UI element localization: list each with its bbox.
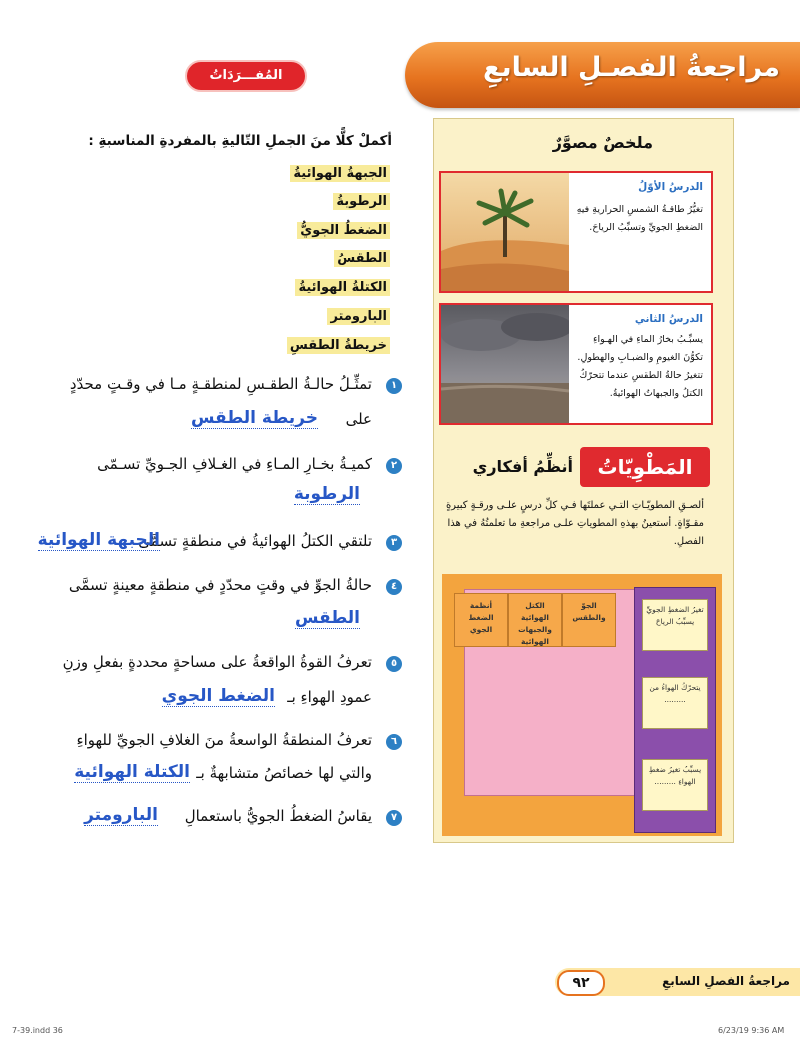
desert-palm-image	[441, 173, 569, 291]
organize-title: أنظِّمُ أفكاري	[472, 457, 573, 476]
answer-text: الضغط الجوي	[161, 686, 275, 706]
lesson-two-text: يسبِّـبُ بخارُ الماءِ في الهـواءِ تكوُّنَ الغيومِ والضبـابِ والهطولِ. تتغيرُ حالةُ الطقسِ عندما تتحرّكُ الكتلُ والجبهاتُ الهوائيةُ.	[577, 334, 703, 399]
foldable-note: تغيرُ الضغطِ الجويِّ يسبِّبُ الرياحَ	[642, 599, 708, 651]
chapter-banner	[405, 42, 800, 108]
summary-panel	[433, 118, 734, 843]
print-date-info: 6/23/19 9:36 AM	[718, 1026, 785, 1035]
question-number: ٧	[386, 810, 402, 826]
flap-label: الكتل الهوائية والجبهات الهوائية	[513, 600, 557, 638]
question-text: على	[345, 410, 372, 428]
foldables-logo-text: المَطْوِيّاتُ	[597, 455, 693, 479]
question-number: ٢	[386, 458, 402, 474]
lesson-one-title: الدرسُ الأوّلُ	[638, 181, 703, 193]
question-text: عمودِ الهواءِ بـ	[287, 688, 372, 706]
vocab-word: الكتلةُ الهوائيةُ	[295, 279, 390, 296]
answer-text: الكتلة الهوائية	[74, 762, 190, 782]
question-text: حالةُ الجوِّ في وقتٍ محدّدٍ في منطقةٍ معينةٍ تسمَّى	[68, 576, 372, 594]
foldables-logo	[580, 447, 710, 487]
question-text: يقاسُ الضغطُ الجويُّ باستعمالِ	[184, 807, 372, 825]
question-text: تمثِّـلُ حالـةُ الطقـسِ لمنطقـةٍ مـا في وقـتٍ محدّدٍ	[69, 375, 372, 393]
lesson-one-box	[439, 171, 713, 293]
lesson-two-title: الدرسُ الثاني	[634, 313, 703, 325]
answer-text: البارومتر	[84, 805, 158, 825]
instruction-text: أكملْ كلًّا منَ الجملِ التّاليةِ بالمفردةِ المناسبةِ :	[88, 133, 392, 149]
summary-title: ملخصٌ مصوَّرٌ	[552, 133, 653, 152]
question-number: ٥	[386, 656, 402, 672]
question-number: ٣	[386, 535, 402, 551]
vocab-word: الجبهةُ الهوائيةُ	[290, 165, 390, 182]
foldable-flap	[562, 593, 616, 647]
flap-label: الجوّ والطقس	[567, 600, 611, 638]
vocab-word: الطقسُ	[334, 250, 390, 267]
vocab-word: البارومتر	[327, 308, 390, 325]
question-text: تعرفُ القوةُ الواقعةُ على مساحةٍ محددةٍ بفعلِ وزنِ	[62, 653, 372, 671]
page-number: ٩٢	[557, 970, 605, 996]
question-number: ١	[386, 378, 402, 394]
question-text: كميـةُ بخـارِ المـاءِ في الغـلافِ الجـويِّ تسـمّى	[97, 455, 372, 473]
answer-text: الطقس	[294, 608, 360, 628]
foldable-note: يتحرّكُ الهواءُ من .........	[642, 677, 708, 729]
flap-label: أنظمة الضغط الجوي	[459, 600, 503, 638]
question-number: ٤	[386, 579, 402, 595]
vocab-badge	[185, 60, 307, 92]
lesson-two-box	[439, 303, 713, 425]
question-text: والتي لها خصائصُ متشابهةٌ بـ	[196, 764, 372, 782]
question-number: ٦	[386, 734, 402, 750]
question-text: تعرفُ المنطقةُ الواسعةُ منَ الغلافِ الجويِّ للهواءِ	[76, 731, 372, 749]
storm-clouds-image	[441, 305, 569, 423]
vocab-word: الضغطُ الجويُّ	[297, 222, 390, 239]
vocab-word: الرطوبةُ	[333, 193, 390, 210]
vocab-word: خريطةُ الطقسِ	[287, 337, 390, 354]
foldables-description: ألصـقِ المطويّـاتِ التـي عملتَها فـي كلِّ درسٍ علـى ورقـةٍ كبيرةٍ مقـوّاةٍ. أستعينُ بهذهِ المطوياتِ علـى مراجعةِ ما تعلمتُهُ في هذا الفصلِ.	[445, 500, 704, 547]
answer-text: الجبهة الهوائية	[37, 530, 160, 550]
foldable-note: يسبِّبُ تغيرُ ضغطِ الهواءِ .........	[642, 759, 708, 811]
foldable-flap	[454, 593, 508, 647]
footer-label: مراجعةُ الفصلِ السابعِ	[662, 974, 790, 988]
answer-text: الرطوبة	[293, 484, 360, 504]
print-file-info: 7-39.indd 36	[12, 1026, 63, 1035]
page-footer	[555, 968, 800, 996]
foldable-flap	[508, 593, 562, 647]
question-text: تلتقي الكتلُ الهوائيةُ في منطقةٍ تسمَّى	[138, 532, 372, 550]
vocab-label: المُفـــرَدَاتُ	[209, 68, 283, 83]
chapter-title: مراجعةُ الفصـلِ السابعِ	[483, 52, 780, 83]
lesson-one-text: تغيُّرُ طاقـةُ الشمسِ الحراريةِ فيهِ الضغطِ الجويِّ وتسبِّبُ الرياحَ.	[576, 204, 703, 233]
answer-text: خريطة الطقس	[190, 408, 318, 428]
